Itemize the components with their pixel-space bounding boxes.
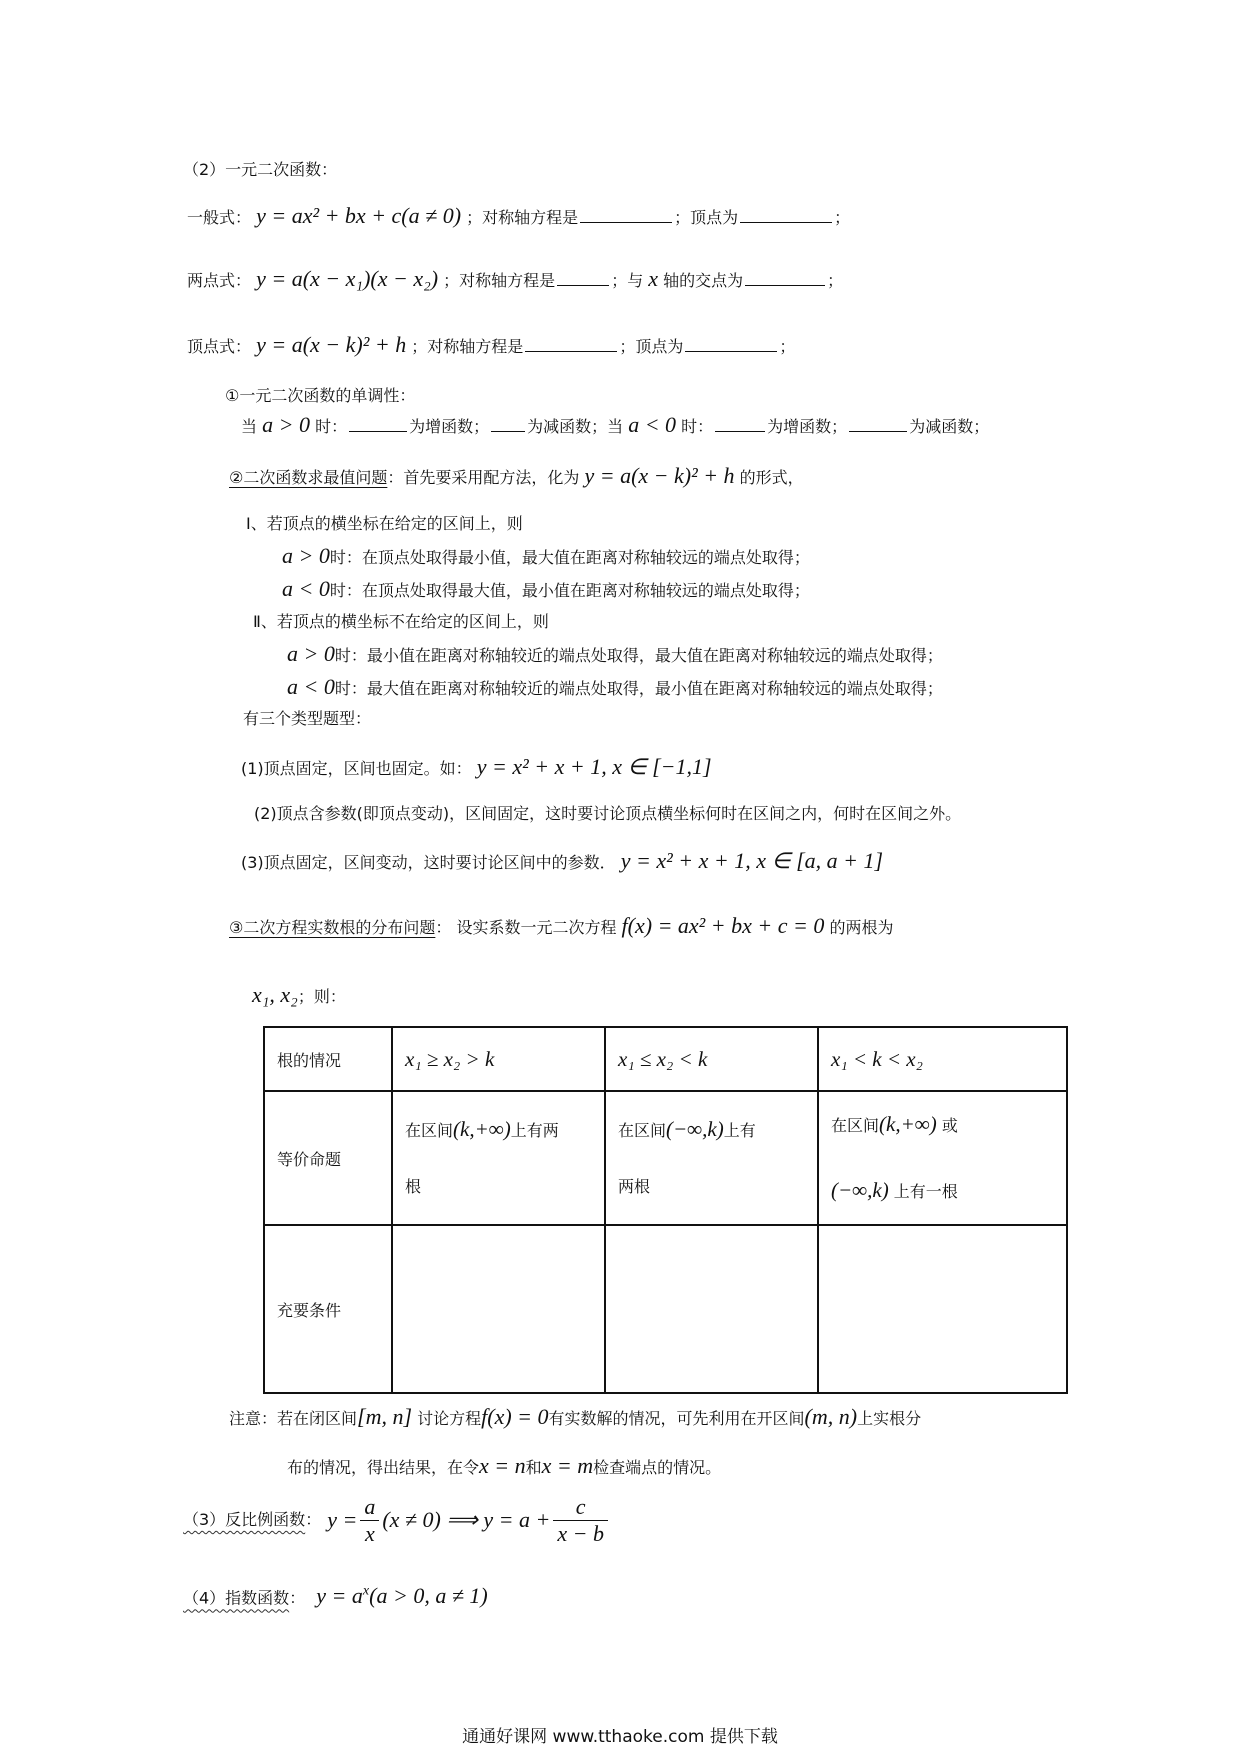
note-text: 注意：若在闭区间	[229, 1409, 358, 1428]
table-cell	[605, 1091, 818, 1225]
cell-interval: (−∞,k)	[666, 1117, 724, 1141]
denominator: x − b	[557, 1520, 604, 1546]
blank	[525, 349, 617, 352]
blank	[715, 429, 765, 432]
blank	[349, 429, 407, 432]
table-cell	[392, 1027, 605, 1091]
case-I-a-text: 时：在顶点处取得最小值，最大值在距离对称轴较远的端点处取得；	[329, 548, 810, 567]
two-point-formula: y = a(x − x₁)(x − x₂)	[256, 266, 439, 291]
mono-text: 时：	[681, 417, 714, 436]
section-3-colon: ：	[305, 1510, 322, 1529]
case-II-a-condition: a > 0	[287, 641, 335, 666]
case-I-b-text: 时：在顶点处取得最大值，最小值在距离对称轴较远的端点处取得；	[329, 581, 810, 600]
note-text: 和	[525, 1458, 542, 1477]
case-II-a	[287, 641, 943, 669]
table-row	[264, 1027, 1067, 1091]
roots-vars: x₁, x₂	[252, 982, 298, 1007]
x-variable: x	[648, 266, 659, 291]
formula-condition: (a > 0, a ≠ 1)	[369, 1583, 488, 1609]
roots-vars-line	[252, 982, 346, 1010]
mono-text: 为增函数；	[767, 417, 848, 436]
extreme-title: ②二次函数求最值问题	[229, 468, 388, 487]
section-3-line	[183, 1490, 611, 1550]
table-cell	[605, 1225, 818, 1393]
cell-interval: (k,+∞)	[879, 1112, 937, 1136]
roots-title: ③二次方程实数根的分布问题	[229, 918, 436, 937]
formula-base: y = a	[316, 1583, 363, 1609]
table-cell	[392, 1091, 605, 1225]
type-3-text: (3)顶点固定，区间变动，这时要讨论区间中的参数．	[241, 853, 616, 872]
fraction-c-over-x-minus-b	[553, 1494, 608, 1547]
mono-condition-positive: a > 0	[262, 412, 310, 437]
two-point-text-3: 轴的交点为	[663, 271, 744, 290]
general-form-formula: y = ax² + bx + c(a ≠ 0)	[256, 203, 462, 228]
general-text-1: ；对称轴方程是	[466, 208, 579, 227]
blank	[685, 349, 777, 352]
extreme-formula: y = a(x − k)² + h	[584, 463, 735, 488]
section-3-formula-part-1: y =	[327, 1507, 358, 1532]
table-cell: 根的情况	[264, 1027, 392, 1091]
note-line-1	[229, 1404, 921, 1432]
vertex-form-text-1: ；对称轴方程是	[411, 337, 524, 356]
note-closed-interval: [m, n]	[357, 1404, 413, 1429]
roots-table	[263, 1026, 1068, 1394]
case-3-condition: x₁ < k < x₂	[831, 1046, 923, 1071]
table-row	[264, 1225, 1067, 1393]
cell-text: 在区间	[405, 1121, 454, 1140]
mono-condition-negative: a < 0	[628, 412, 677, 437]
case-I-b-condition: a < 0	[282, 576, 330, 601]
denominator: x	[364, 1520, 375, 1546]
roots-text-2: 的两根为	[829, 918, 894, 937]
section-4-colon: ：	[289, 1588, 306, 1608]
table-cell	[818, 1027, 1067, 1091]
general-form-label: 一般式：	[187, 208, 252, 227]
general-text-2: ；顶点为	[674, 208, 739, 227]
case-II-a-text: 时：最小值在距离对称轴较近的端点处取得，最大值在距离对称轴较远的端点处取得；	[334, 646, 943, 665]
extreme-text: ：首先要采用配方法，化为	[387, 468, 580, 487]
vertex-form-line	[187, 332, 795, 360]
table-row	[264, 1091, 1067, 1225]
section-3-title: （3）反比例函数	[183, 1510, 306, 1529]
vertex-form-formula: y = a(x − k)² + h	[256, 332, 407, 357]
cell-text: 两根	[618, 1177, 651, 1196]
table-cell	[818, 1225, 1067, 1393]
cell-text: 或	[941, 1116, 958, 1135]
general-text-3: ；	[834, 208, 851, 227]
cell-text: 上有	[723, 1121, 756, 1140]
monotonicity-line	[241, 412, 989, 440]
cell-interval: (−∞,k)	[831, 1178, 889, 1202]
mono-text: 时：	[315, 417, 348, 436]
note-text: 布的情况，得出结果，在令	[287, 1458, 480, 1477]
general-form-line	[187, 203, 850, 231]
type-1	[241, 754, 712, 782]
two-point-label: 两点式：	[187, 271, 252, 290]
types-title: 有三个类型题型：	[243, 709, 372, 728]
blank	[491, 429, 525, 432]
mono-text: 为减函数；	[909, 417, 990, 436]
table-cell	[818, 1091, 1067, 1225]
type-3	[241, 848, 883, 876]
note-endpoint-n: x = n	[479, 1453, 526, 1478]
type-1-text: (1)顶点固定，区间也固定。如：	[241, 759, 472, 778]
cell-text: 在区间	[831, 1116, 880, 1135]
case-I-title: Ⅰ、若顶点的横坐标在给定的区间上，则	[246, 514, 523, 533]
table-cell: 等价命题	[264, 1091, 392, 1225]
section-4-formula	[316, 1583, 487, 1608]
type-1-formula: y = x² + x + 1, x ∈ [−1,1]	[476, 754, 712, 779]
note-equation: f(x) = 0	[481, 1404, 549, 1429]
case-II-b-text: 时：最大值在距离对称轴较近的端点处取得，最小值在距离对称轴较远的端点处取得；	[334, 679, 943, 698]
blank	[580, 220, 672, 223]
case-1-condition: x₁ ≥ x₂ > k	[405, 1046, 495, 1071]
table-cell	[392, 1225, 605, 1393]
page-footer: 通通好课网 www.tthaoke.com 提供下载	[462, 1727, 778, 1747]
section-4-title: （4）指数函数	[183, 1588, 290, 1608]
vertex-form-label: 顶点式：	[187, 337, 252, 356]
cell-interval: (k,+∞)	[453, 1117, 511, 1141]
section-3-formula-part-2: (x ≠ 0) ⟹ y = a +	[382, 1507, 551, 1532]
cell-text: 根	[405, 1177, 422, 1196]
note-text: 检查端点的情况。	[593, 1458, 722, 1477]
note-line-2	[287, 1453, 721, 1481]
case-I-a	[282, 543, 810, 571]
table-cell	[605, 1027, 818, 1091]
note-text: 讨论方程	[417, 1409, 482, 1428]
note-endpoint-m: x = m	[541, 1453, 594, 1478]
section-2-title: （2）一元二次函数：	[183, 160, 338, 179]
numerator: c	[553, 1494, 608, 1521]
type-2-text: (2)顶点含参数(即顶点变动)，区间固定，这时要讨论顶点横坐标何时在区间之内，何时在区间之外。	[254, 804, 962, 823]
blank	[849, 429, 907, 432]
vertex-form-text-2: ；顶点为	[619, 337, 684, 356]
roots-line	[229, 913, 893, 941]
case-II-b	[287, 674, 943, 702]
mono-text: 当	[241, 417, 258, 436]
note-open-interval: (m, n)	[804, 1404, 858, 1429]
roots-text: ： 设实系数一元二次方程	[435, 918, 617, 937]
cell-text: 上有一根	[893, 1182, 958, 1201]
type-3-formula: y = x² + x + 1, x ∈ [a, a + 1]	[620, 848, 884, 873]
extreme-text-2: 的形式，	[739, 468, 804, 487]
blank	[557, 283, 609, 286]
blank	[740, 220, 832, 223]
monotonicity-title: ①一元二次函数的单调性：	[225, 386, 416, 405]
fraction-a-over-x	[360, 1494, 379, 1547]
case-I-b	[282, 576, 810, 604]
cell-text: 在区间	[618, 1121, 667, 1140]
blank	[745, 283, 825, 286]
two-point-form-line	[187, 266, 843, 294]
note-text: 有实数解的情况，可先利用在开区间	[548, 1409, 805, 1428]
roots-then: ；则：	[297, 987, 346, 1006]
extreme-line	[229, 463, 804, 491]
note-text: 上实根分	[857, 1409, 922, 1428]
case-I-a-condition: a > 0	[282, 543, 330, 568]
formula-exponent: x	[362, 1584, 370, 1599]
two-point-text-2: ；与	[611, 271, 644, 290]
section-4-line	[183, 1579, 488, 1611]
case-2-condition: x₁ ≤ x₂ < k	[618, 1046, 708, 1071]
case-II-title: Ⅱ、若顶点的横坐标不在给定的区间上，则	[253, 612, 549, 631]
two-point-text-1: ；对称轴方程是	[443, 271, 556, 290]
mono-text: 为增函数；	[409, 417, 490, 436]
numerator: a	[360, 1494, 379, 1521]
two-point-text-4: ；	[827, 271, 844, 290]
roots-formula: f(x) = ax² + bx + c = 0	[621, 913, 825, 938]
table-cell: 充要条件	[264, 1225, 392, 1393]
cell-text: 上有两	[510, 1121, 559, 1140]
case-II-b-condition: a < 0	[287, 674, 335, 699]
mono-text: 为减函数；当	[527, 417, 624, 436]
vertex-form-text-3: ；	[779, 337, 796, 356]
